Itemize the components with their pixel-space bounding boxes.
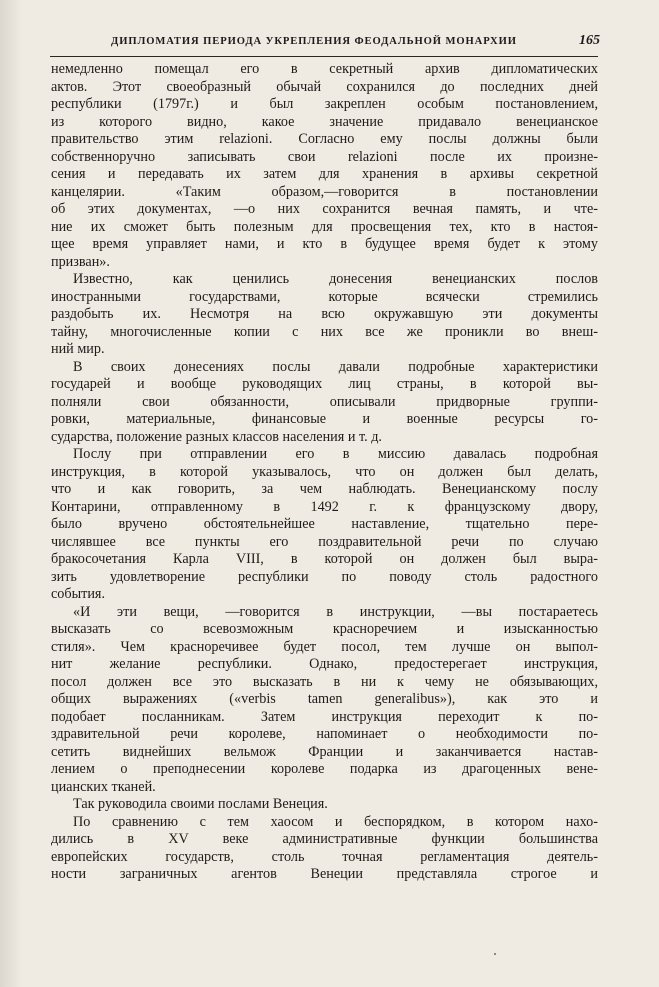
text-line: канцелярии. «Таким образом,—говорится в постановлении: [51, 183, 598, 200]
text-line: «И эти вещи, —говорится в инструкции, —вы постараетесь: [73, 603, 598, 620]
text-line: В своих донесениях послы давали подробные характеристики: [73, 358, 598, 375]
text-line: собственноручно записывать свои relazioni после их произне-: [51, 148, 598, 165]
page-header: [111, 33, 600, 52]
text-line: что и как говорить, за чем наблюдать. Венецианскому послу: [51, 481, 598, 497]
text-line: республики (1797г.) и был закреплен особым постановлением,: [51, 96, 598, 112]
text-line: ний мир.: [51, 341, 105, 357]
running-head: ДИПЛОМАТИЯ ПЕРИОДА УКРЕПЛЕНИЯ ФЕОДАЛЬНОЙ МОНАРХИИ: [111, 36, 517, 47]
text-line: государей и вообще руководящих лиц страны, в которой вы-: [51, 376, 598, 392]
text-line: призван».: [51, 253, 110, 270]
text-line: лением о преподнесении королеве подарка из драгоценных вене-: [51, 761, 598, 777]
text-line: щее время управляет нами, и кто в будущее время будет к этому: [51, 236, 598, 252]
header-rule: [50, 56, 598, 57]
text-line: Так руководила своими послами Венеция.: [73, 796, 328, 812]
text-line: раздобыть их. Несмотря на всю окружавшую эти документы: [51, 306, 598, 322]
text-line: числявшее все пункты его поздравительной речи по случаю: [51, 533, 598, 550]
text-line: цианских тканей.: [51, 778, 156, 795]
text-line: сударства, положение разных классов населения и т. д.: [51, 428, 382, 445]
text-line: было вручено обстоятельнейшее наставление, тщательно пере-: [51, 516, 598, 532]
text-line: Контарини, отправленному в 1492 г. к французскому двору,: [51, 498, 598, 515]
text-line: сения и передавать их затем для хранения в архивы секретной: [51, 166, 598, 182]
text-line: Послу при отправлении его в миссию давалась подробная: [73, 446, 598, 462]
text-line: нит желание республики. Однако, предостерегает инструкция,: [51, 656, 598, 672]
text-line: иностранными государствами, которые всячески стремились: [51, 288, 598, 305]
text-line: европейских государств, столь точная регламентация деятель-: [51, 848, 598, 865]
text-line: здравительной речи королеве, напоминает о необходимости по-: [51, 726, 598, 742]
text-line: зить удовлетворение республики по поводу столь радостного: [51, 568, 598, 585]
text-line: ние их сможет быть полезным для просвещения тех, кто в настоя-: [51, 218, 598, 235]
text-line: актов. Этот своеобразный обычай сохранился до последних дней: [51, 78, 598, 95]
page-gutter-shadow: [0, 0, 22, 987]
text-line: полняли свои обязанности, описывали придворные группи-: [51, 393, 598, 410]
text-line: посол должен все это высказать в ни к чему не обязывающих,: [51, 673, 598, 690]
text-line: об этих документах, —о них сохранится вечная память, и чте-: [51, 201, 598, 217]
text-line: из которого видно, какое значение придавало венецианское: [51, 113, 598, 130]
page-number: 165: [579, 33, 600, 48]
text-line: дились в XV веке административные функции большинства: [51, 831, 598, 847]
text-line: сетить виднейших вельмож Франции и заканчивается настав-: [51, 743, 598, 760]
text-line: события.: [51, 586, 106, 602]
text-line: общих выражениях («verbis tamen generalibus»), как это и: [51, 691, 598, 707]
text-line: инструкция, в которой указывалось, что он должен был делать,: [51, 463, 598, 480]
text-line: правительство этим relazioni. Согласно ему послы должны были: [51, 131, 598, 147]
text-line: бракосочетания Карла VIII, в которой он должен был выра-: [51, 551, 598, 567]
text-line: стиля». Чем красноречивее будет посол, тем лучше он выпол-: [51, 638, 598, 655]
text-line: Известно, как ценились донесения венецианских послов: [73, 271, 598, 287]
text-line: По сравнению с тем хаосом и беспорядком, в котором нахо-: [73, 813, 598, 830]
body-text: [51, 61, 598, 884]
paper-speck: [494, 953, 496, 955]
text-line: ровки, материальные, финансовые и военные ресурсы го-: [51, 411, 598, 427]
text-line: немедленно помещал его в секретный архив дипломатических: [51, 61, 598, 77]
text-line: высказать со всевозможным красноречием и изысканностью: [51, 621, 598, 637]
text-line: подобает посланникам. Затем инструкция переходит к по-: [51, 708, 598, 725]
text-line: тайну, многочисленные копии с них все же проникли во внеш-: [51, 323, 598, 340]
text-line: ности заграничных агентов Венеции представляла строгое и: [51, 866, 598, 882]
